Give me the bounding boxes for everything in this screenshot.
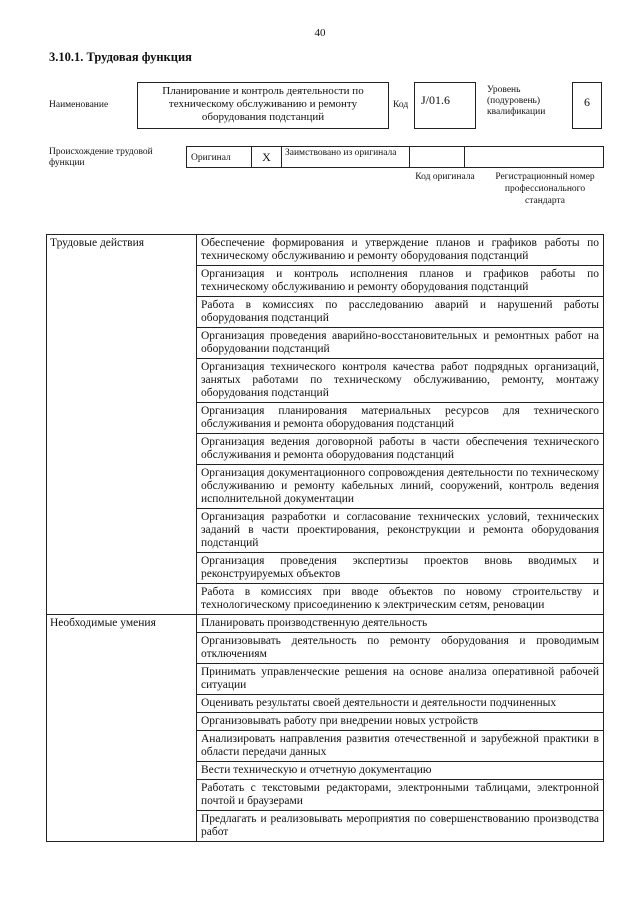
skills-label: Необходимые умения: [47, 615, 197, 842]
skill-row-text: Планировать производственную деятельность: [197, 615, 604, 633]
level-value-box: 6: [572, 82, 602, 129]
skill-row-text: Принимать управленческие решения на основе анализа оперативной рабочей ситуации: [197, 664, 604, 695]
skill-row-text: Организовывать деятельность по ремонту оборудования и проводимым отключениям: [197, 633, 604, 664]
skill-row-text: Анализировать направления развития отечественной и зарубежной практики в области передачи данных: [197, 731, 604, 762]
original-label: Оригинал: [187, 147, 252, 167]
original-code-cell: [410, 147, 465, 167]
skill-row: [47, 615, 604, 633]
page-number: 40: [314, 27, 326, 39]
level-label: Уровень (подуровень) квалификации: [487, 85, 546, 117]
borrowed-label: Заимствовано из оригинала: [282, 147, 410, 167]
name-label: Наименование: [49, 100, 109, 110]
labor-action-row-text: Организация планирования материальных ресурсов для технического обслуживания и ремонта оборудования подстанций: [197, 403, 604, 434]
code-value-box: J/01.6: [414, 82, 476, 129]
labor-action-row-text: Работа в комиссиях при вводе объектов по новому строительству и технологическому присоединению к электрическим сетям, реновации: [197, 584, 604, 615]
registration-number-cell: [465, 147, 603, 167]
function-table: [46, 234, 604, 842]
labor-action-row-text: Организация ведения договорной работы в части обеспечения технического обслуживания и ремонта оборудования подстанций: [197, 434, 604, 465]
skill-row-text: Вести техническую и отчетную документацию: [197, 762, 604, 780]
labor-action-row-text: Организация технического контроля качества работ подрядных организаций, занятых работами по техническому обслуживанию, ремонту, монтажу оборудования подстанций: [197, 359, 604, 403]
labor-action-row: [47, 235, 604, 266]
skill-row-text: Работать с текстовыми редакторами, электронными таблицами, электронной почтой и браузерами: [197, 780, 604, 811]
labor-actions-label: Трудовые действия: [47, 235, 197, 615]
registration-caption: Регистрационный номер профессионального стандарта: [495, 172, 595, 206]
skill-row-text: Оценивать результаты своей деятельности и деятельности подчиненных: [197, 695, 604, 713]
labor-action-row-text: Организация и контроль исполнения планов и графиков работы по техническому обслуживанию и ремонту оборудования подстанций: [197, 266, 604, 297]
section-title: 3.10.1. Трудовая функция: [49, 50, 192, 64]
code-caption: Код оригинала: [415, 172, 475, 182]
function-name-box: Планирование и контроль деятельности по техническому обслуживанию и ремонту оборудования подстанций: [137, 82, 389, 129]
code-label: Код: [393, 100, 409, 110]
skill-row-text: Организовывать работу при внедрении новых устройств: [197, 713, 604, 731]
labor-action-row-text: Обеспечение формирования и утверждение планов и графиков работы по техническому обслуживанию и ремонту оборудования подстанций: [197, 235, 604, 266]
labor-action-row-text: Организация документационного сопровождения деятельности по техническому обслуживанию и ремонту кабельных линий, сооружений, контроль ведения исполнительной документации: [197, 465, 604, 509]
labor-action-row-text: Работа в комиссиях по расследованию аварий и нарушений работы оборудования подстанций: [197, 297, 604, 328]
original-mark: X: [252, 147, 282, 167]
origin-label: Происхождение трудовой функции: [49, 147, 153, 168]
origin-row: [186, 146, 604, 168]
labor-action-row-text: Организация разработки и согласование технических условий, технических заданий в части проектирования, реконструкции и ремонта оборудования подстанций: [197, 509, 604, 553]
labor-action-row-text: Организация проведения экспертизы проектов вновь вводимых и реконструируемых объектов: [197, 553, 604, 584]
skill-row-text: Предлагать и реализовывать мероприятия по совершенствованию производства работ: [197, 811, 604, 842]
labor-action-row-text: Организация проведения аварийно-восстановительных и ремонтных работ на оборудовании подстанций: [197, 328, 604, 359]
